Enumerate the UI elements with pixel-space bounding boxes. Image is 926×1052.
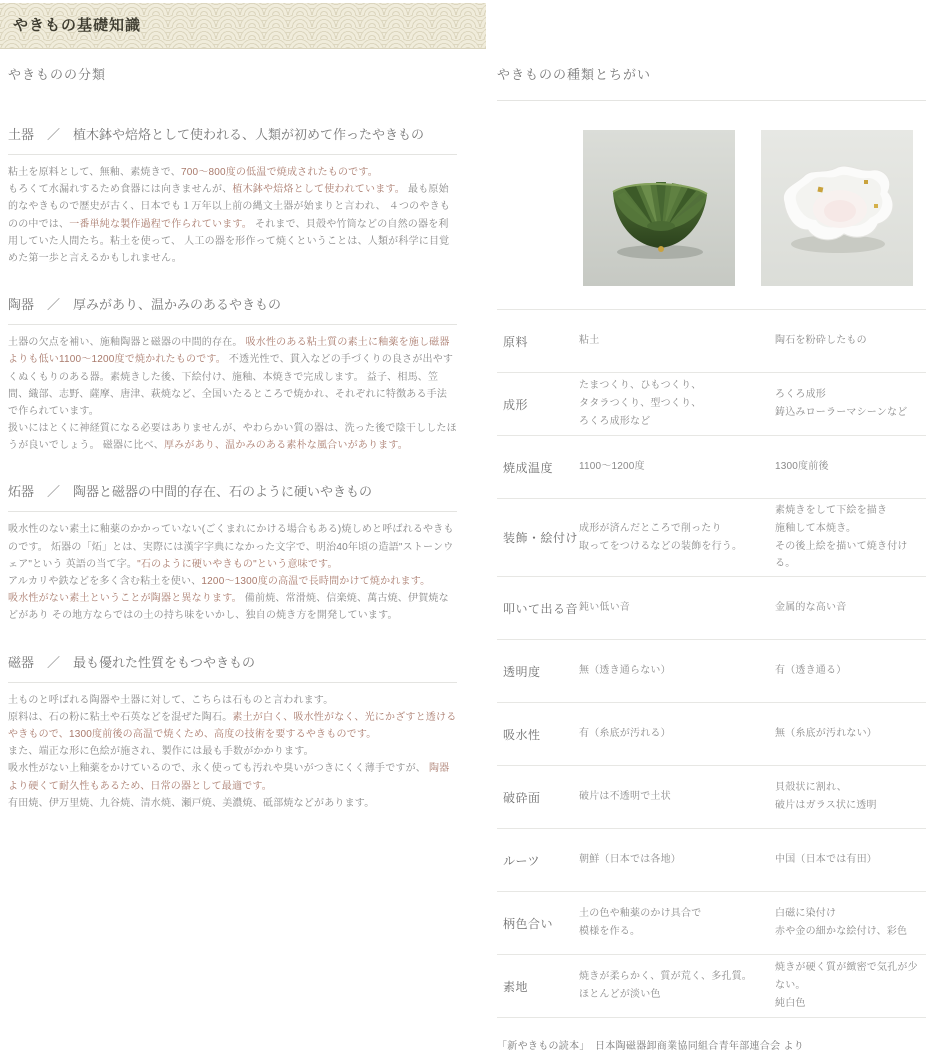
row-label: 成形 — [503, 397, 529, 412]
body-text: 土ものと呼ばれる陶器や土器に対して、こちらは石ものと言われます。 — [8, 694, 334, 706]
table-row — [497, 765, 926, 828]
section-paragraph — [8, 521, 457, 624]
body-text: 吸水性のない素土に釉薬のかかっていない(ごくまれにかける場合もある)焼しめと呼ばれるやきものです。 炻器の「炻」とは、実際には漢字字典になかった文字で、明治40年頃の造語"ストーンウェア"という 英語の当て字。 — [8, 524, 454, 570]
section-heading — [8, 294, 457, 313]
section-heading — [8, 481, 457, 500]
pottery-section — [8, 124, 457, 267]
jiki-value-cell: 白磁に染付け 赤や金の細かな絵付け、彩色 — [775, 908, 908, 938]
body-text: 吸水性がない上釉薬をかけているので、永く使っても汚れや臭いがつきにくく薄手ですが、 — [8, 763, 429, 775]
jiki-value-cell: 貝殻状に割れ、 破片はガラス状に透明 — [775, 782, 877, 812]
jiki-value-cell: 無（糸底が汚れない） — [775, 728, 877, 740]
row-label: 素地 — [503, 979, 529, 994]
row-label: ルーツ — [503, 853, 541, 868]
green-bowl-illustration — [583, 130, 735, 286]
table-row — [497, 435, 926, 498]
touki-value-cell: 焼きが柔らかく、質が荒く、多孔質。 ほとんどが淡い色 — [579, 971, 752, 1001]
highlighted-text: 厚みがあり、温かみのある素朴な風合いがあります。 — [163, 440, 408, 452]
section-paragraph — [8, 164, 457, 267]
jiki-value-cell: 中国（日本では有田） — [775, 854, 877, 866]
touki-value-cell: たまつくり、ひもつくり、 タタラつくり、型つくり、 ろくろ成形など — [579, 380, 702, 427]
touki-value-cell: 鈍い低い音 — [579, 602, 630, 614]
white-porcelain-dish-photo — [761, 130, 913, 286]
section-subtitle: 植木鉢や焙烙として使われる、人類が初めて作ったやきもの — [73, 127, 425, 142]
highlighted-text: 吸水性のある粘土質の素土に釉薬を施し磁器よりも低い1100～1200度で焼かれたものです。 — [8, 337, 450, 366]
row-label: 吸水性 — [503, 727, 541, 742]
section-separator: ／ — [47, 297, 61, 313]
highlighted-text: 1200～1300度の高温で長時間かけて焼かれます。 — [201, 576, 431, 587]
table-row — [497, 702, 926, 765]
touki-value-cell: 有（糸底が汚れる） — [579, 728, 671, 740]
highlighted-text: 素土が白く、吸水性がなく、光にかざすと透けるやきもので、1300度前後の高温で焼くため、高度の技術を要するやきものです。 — [8, 711, 457, 740]
row-label: 焼成温度 — [503, 460, 554, 475]
jiki-value-cell: 有（透き通る） — [775, 665, 847, 677]
jiki-value-cell: 陶石を粉砕したもの — [775, 335, 867, 347]
jiki-value-cell: 1300度前後 — [775, 461, 829, 473]
body-text: 原料は、石の粉に粘土や石英などを混ぜた陶石。 — [8, 711, 233, 723]
highlighted-text: 一番単純な製作過程で作られています。 — [69, 218, 253, 230]
section-subtitle: 最も優れた性質をもつやきもの — [73, 654, 256, 670]
table-row — [497, 309, 926, 372]
body-text: 土器の欠点を補い、施釉陶器と磁器の中間的存在。 — [8, 337, 246, 349]
body-text: 有田焼、伊万里焼、九谷焼、清水焼、瀬戸焼、美濃焼、砥部焼などがあります。 — [8, 797, 375, 809]
source-citation: 「新やきもの読本」 日本陶磁器卸商業協同組合青年部連合会 より — [497, 1041, 805, 1052]
highlighted-text: 植木鉢や焙烙として使われています。 — [232, 184, 406, 196]
body-text: また、端正な形に色絵が施され、製作には最も手数がかかります。 — [8, 746, 314, 758]
body-text: もろくて水漏れするため食器には向きませんが、 — [8, 184, 233, 196]
section-term: 土器 — [8, 127, 35, 142]
section-heading — [8, 124, 457, 143]
classification-heading: やきものの分類 — [8, 67, 107, 82]
touki-value-cell: 無（透き通らない） — [579, 665, 671, 677]
page-title: やきもの基礎知識 — [13, 16, 142, 34]
highlighted-text: 陶器より硬くて耐久性もあるため、日常の器として最適です。 — [8, 763, 450, 792]
body-text: 備前焼、常滑焼、信楽焼、萬古焼、伊賀焼などがあり その地方ならではの土の持ち味をいかし、独自の焼き方を開発しています。 — [8, 593, 449, 622]
section-paragraph — [8, 334, 457, 454]
jiki-value-cell: 金属的な高い音 — [775, 602, 847, 614]
row-label: 叩いて出る音 — [503, 601, 579, 616]
section-separator: ／ — [47, 127, 61, 142]
touki-value-cell: 1100～1200度 — [579, 461, 645, 473]
section-paragraph — [8, 692, 457, 812]
table-row — [497, 372, 926, 435]
highlighted-text: 700～800度の低温で焼成されたものです。 — [181, 167, 378, 178]
touki-value-cell: 粘土 — [579, 335, 600, 347]
section-rule — [8, 682, 457, 683]
table-row — [497, 576, 926, 639]
comparison-heading: やきものの種類とちがい — [497, 64, 926, 101]
jiki-value-cell: 焼きが硬く質が緻密で気孔が少ない。 純白色 — [775, 962, 918, 1010]
example-photos — [497, 130, 926, 286]
table-row — [497, 828, 926, 891]
body-text: 不透光性で、貫入などの手づくりの良さが出やすくぬくもりのある器。素焼きした後、下絵付け、施釉、本焼きで完成します。 益子、相馬、笠間、織部、志野、薩摩、唐津、萩焼など、全国いたるところで焼かれ、それぞれに特徴ある手法で作られています。 — [8, 354, 454, 417]
section-rule — [8, 324, 457, 325]
row-label: 透明度 — [503, 664, 541, 679]
jiki-value-cell: 素焼きをして下絵を描き 施釉して本焼き。 その後上絵を描いて焼き付ける。 — [775, 505, 908, 570]
section-heading — [8, 652, 457, 671]
white-dish-illustration — [761, 130, 913, 286]
section-rule — [8, 511, 457, 512]
table-row — [497, 954, 926, 1017]
classification-sections — [8, 124, 457, 812]
highlighted-text: 吸水性がない素土ということが陶器と異なります。 — [8, 593, 242, 605]
body-text: アルカリや鉄などを多く含む粘土を使い、 — [8, 576, 202, 587]
section-rule — [8, 154, 457, 155]
pottery-section — [8, 481, 457, 624]
classification-column — [8, 64, 457, 812]
section-term: 炻器 — [8, 484, 35, 500]
table-row — [497, 891, 926, 954]
body-text: それまで、貝殻や竹筒などの自然の器を利用していた人間たち。粘土を使って、 人工の器を形作って焼くということは、人類が科学に目覚めた第一歩と言えるかもしれません。 — [8, 218, 450, 264]
section-subtitle: 陶器と磁器の中間的存在、石のように硬いやきもの — [73, 484, 373, 500]
row-label: 破砕面 — [503, 790, 541, 805]
green-glazed-bowl-photo — [583, 130, 735, 286]
touki-value-cell: 土の色や釉薬のかけ具合で 模様を作る。 — [579, 908, 702, 938]
row-label: 原料 — [503, 334, 529, 349]
touki-value-cell: 朝鮮（日本では各地） — [579, 854, 681, 866]
touki-value-cell: 成形が済んだところで削ったり 取ってをつけるなどの装飾を行う。 — [579, 522, 743, 552]
body-text: 粘土を原料として、無釉、素焼きで、 — [8, 167, 181, 178]
body-text: 最も原始的なやきもので歴史が古く、日本でも１万年以上前の縄文土器が始まりと言われ、 ４つのやきものの中では、 — [8, 184, 450, 230]
section-term: 陶器 — [8, 297, 35, 313]
table-row — [497, 498, 926, 576]
comparison-table — [497, 309, 926, 1018]
touki-value-cell: 破片は不透明で土状 — [579, 791, 671, 803]
section-separator: ／ — [47, 484, 61, 500]
section-subtitle: 厚みがあり、温かみのあるやきもの — [73, 297, 282, 313]
pottery-section — [8, 652, 457, 812]
jiki-value-cell: ろくろ成形 鋳込みローラーマシーンなど — [775, 389, 908, 418]
row-label: 装飾・絵付け — [503, 531, 579, 546]
table-row — [497, 639, 926, 702]
comparison-column — [497, 64, 926, 1052]
section-separator: ／ — [47, 654, 61, 670]
pottery-section — [8, 294, 457, 454]
page-banner — [0, 3, 486, 49]
body-text: 扱いにはとくに神経質になる必要はありませんが、やわらかい質の器は、洗った後で陰干ししたほうが良いでしょう。 磁器に比べ、 — [8, 423, 457, 452]
row-label: 柄色合い — [503, 916, 554, 931]
section-term: 磁器 — [8, 654, 35, 670]
highlighted-text: "石のように硬いやきもの"という意味です。 — [137, 558, 338, 570]
